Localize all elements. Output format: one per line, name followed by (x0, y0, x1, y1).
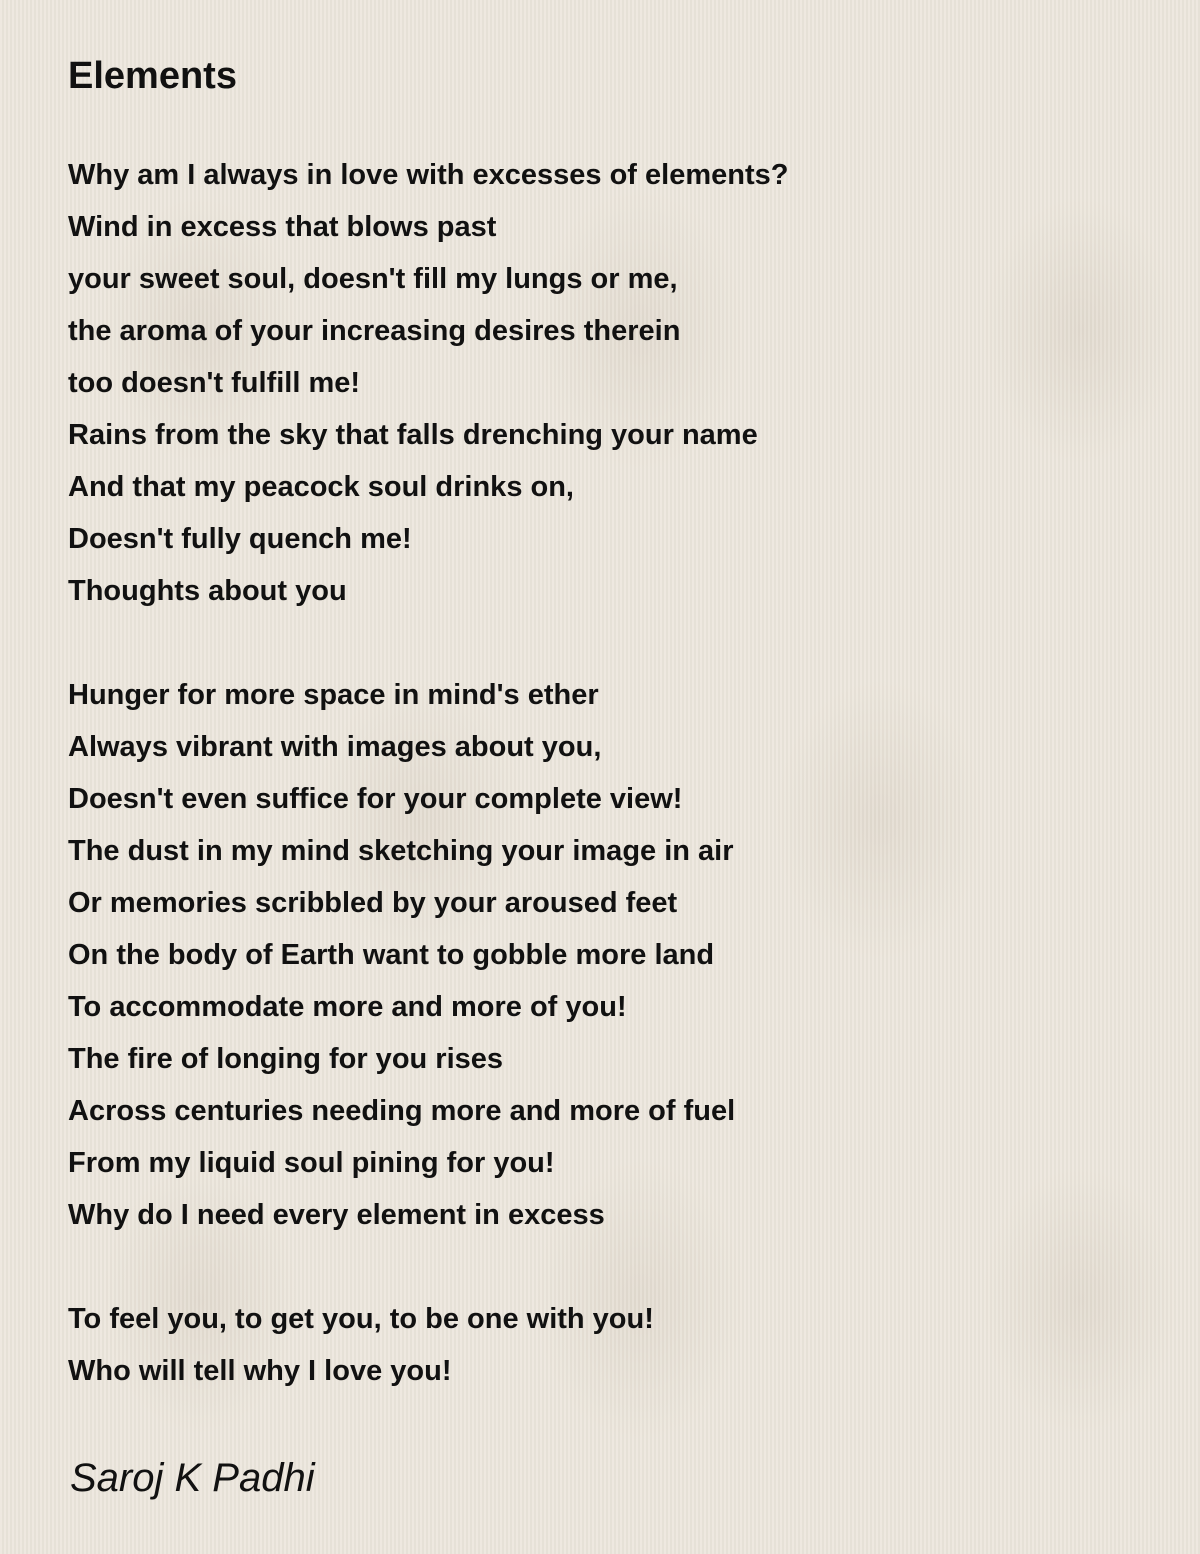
poem-line: Thoughts about you (68, 575, 347, 607)
poem-line: Or memories scribbled by your aroused feet (68, 887, 678, 919)
poem-line: your sweet soul, doesn't fill my lungs or me, (68, 263, 678, 295)
poem-line: The dust in my mind sketching your image in air (68, 835, 734, 867)
poem-line: Doesn't fully quench me! (68, 523, 412, 555)
poem-body (68, 149, 1168, 1397)
poem-line: Always vibrant with images about you, (68, 731, 602, 763)
stanza-2 (68, 669, 1168, 1241)
poem-line: Why do I need every element in excess (68, 1199, 605, 1231)
poem-title: Elements (68, 55, 237, 97)
poem-line: The fire of longing for you rises (68, 1043, 504, 1075)
poem-line: To accommodate more and more of you! (68, 991, 627, 1023)
poem-line: Rains from the sky that falls drenching your name (68, 419, 758, 451)
poem-line: And that my peacock soul drinks on, (68, 471, 574, 503)
poem-line: Doesn't even suffice for your complete view! (68, 783, 683, 815)
poem-line: too doesn't fulfill me! (68, 367, 361, 399)
poem-line: Why am I always in love with excesses of elements? (68, 159, 789, 191)
stanza-1 (68, 149, 1168, 617)
poem-line: Wind in excess that blows past (68, 211, 497, 243)
poem-line: Across centuries needing more and more of fuel (68, 1095, 736, 1127)
poem-author: Saroj K Padhi (70, 1456, 315, 1500)
stanza-3 (68, 1293, 1168, 1397)
poem-line: the aroma of your increasing desires therein (68, 315, 681, 347)
poem-line: To feel you, to get you, to be one with you! (68, 1303, 654, 1335)
poem-line: On the body of Earth want to gobble more land (68, 939, 715, 971)
poem-line: Hunger for more space in mind's ether (68, 679, 599, 711)
poem-line: Who will tell why I love you! (68, 1355, 452, 1387)
poem-line: From my liquid soul pining for you! (68, 1147, 555, 1179)
